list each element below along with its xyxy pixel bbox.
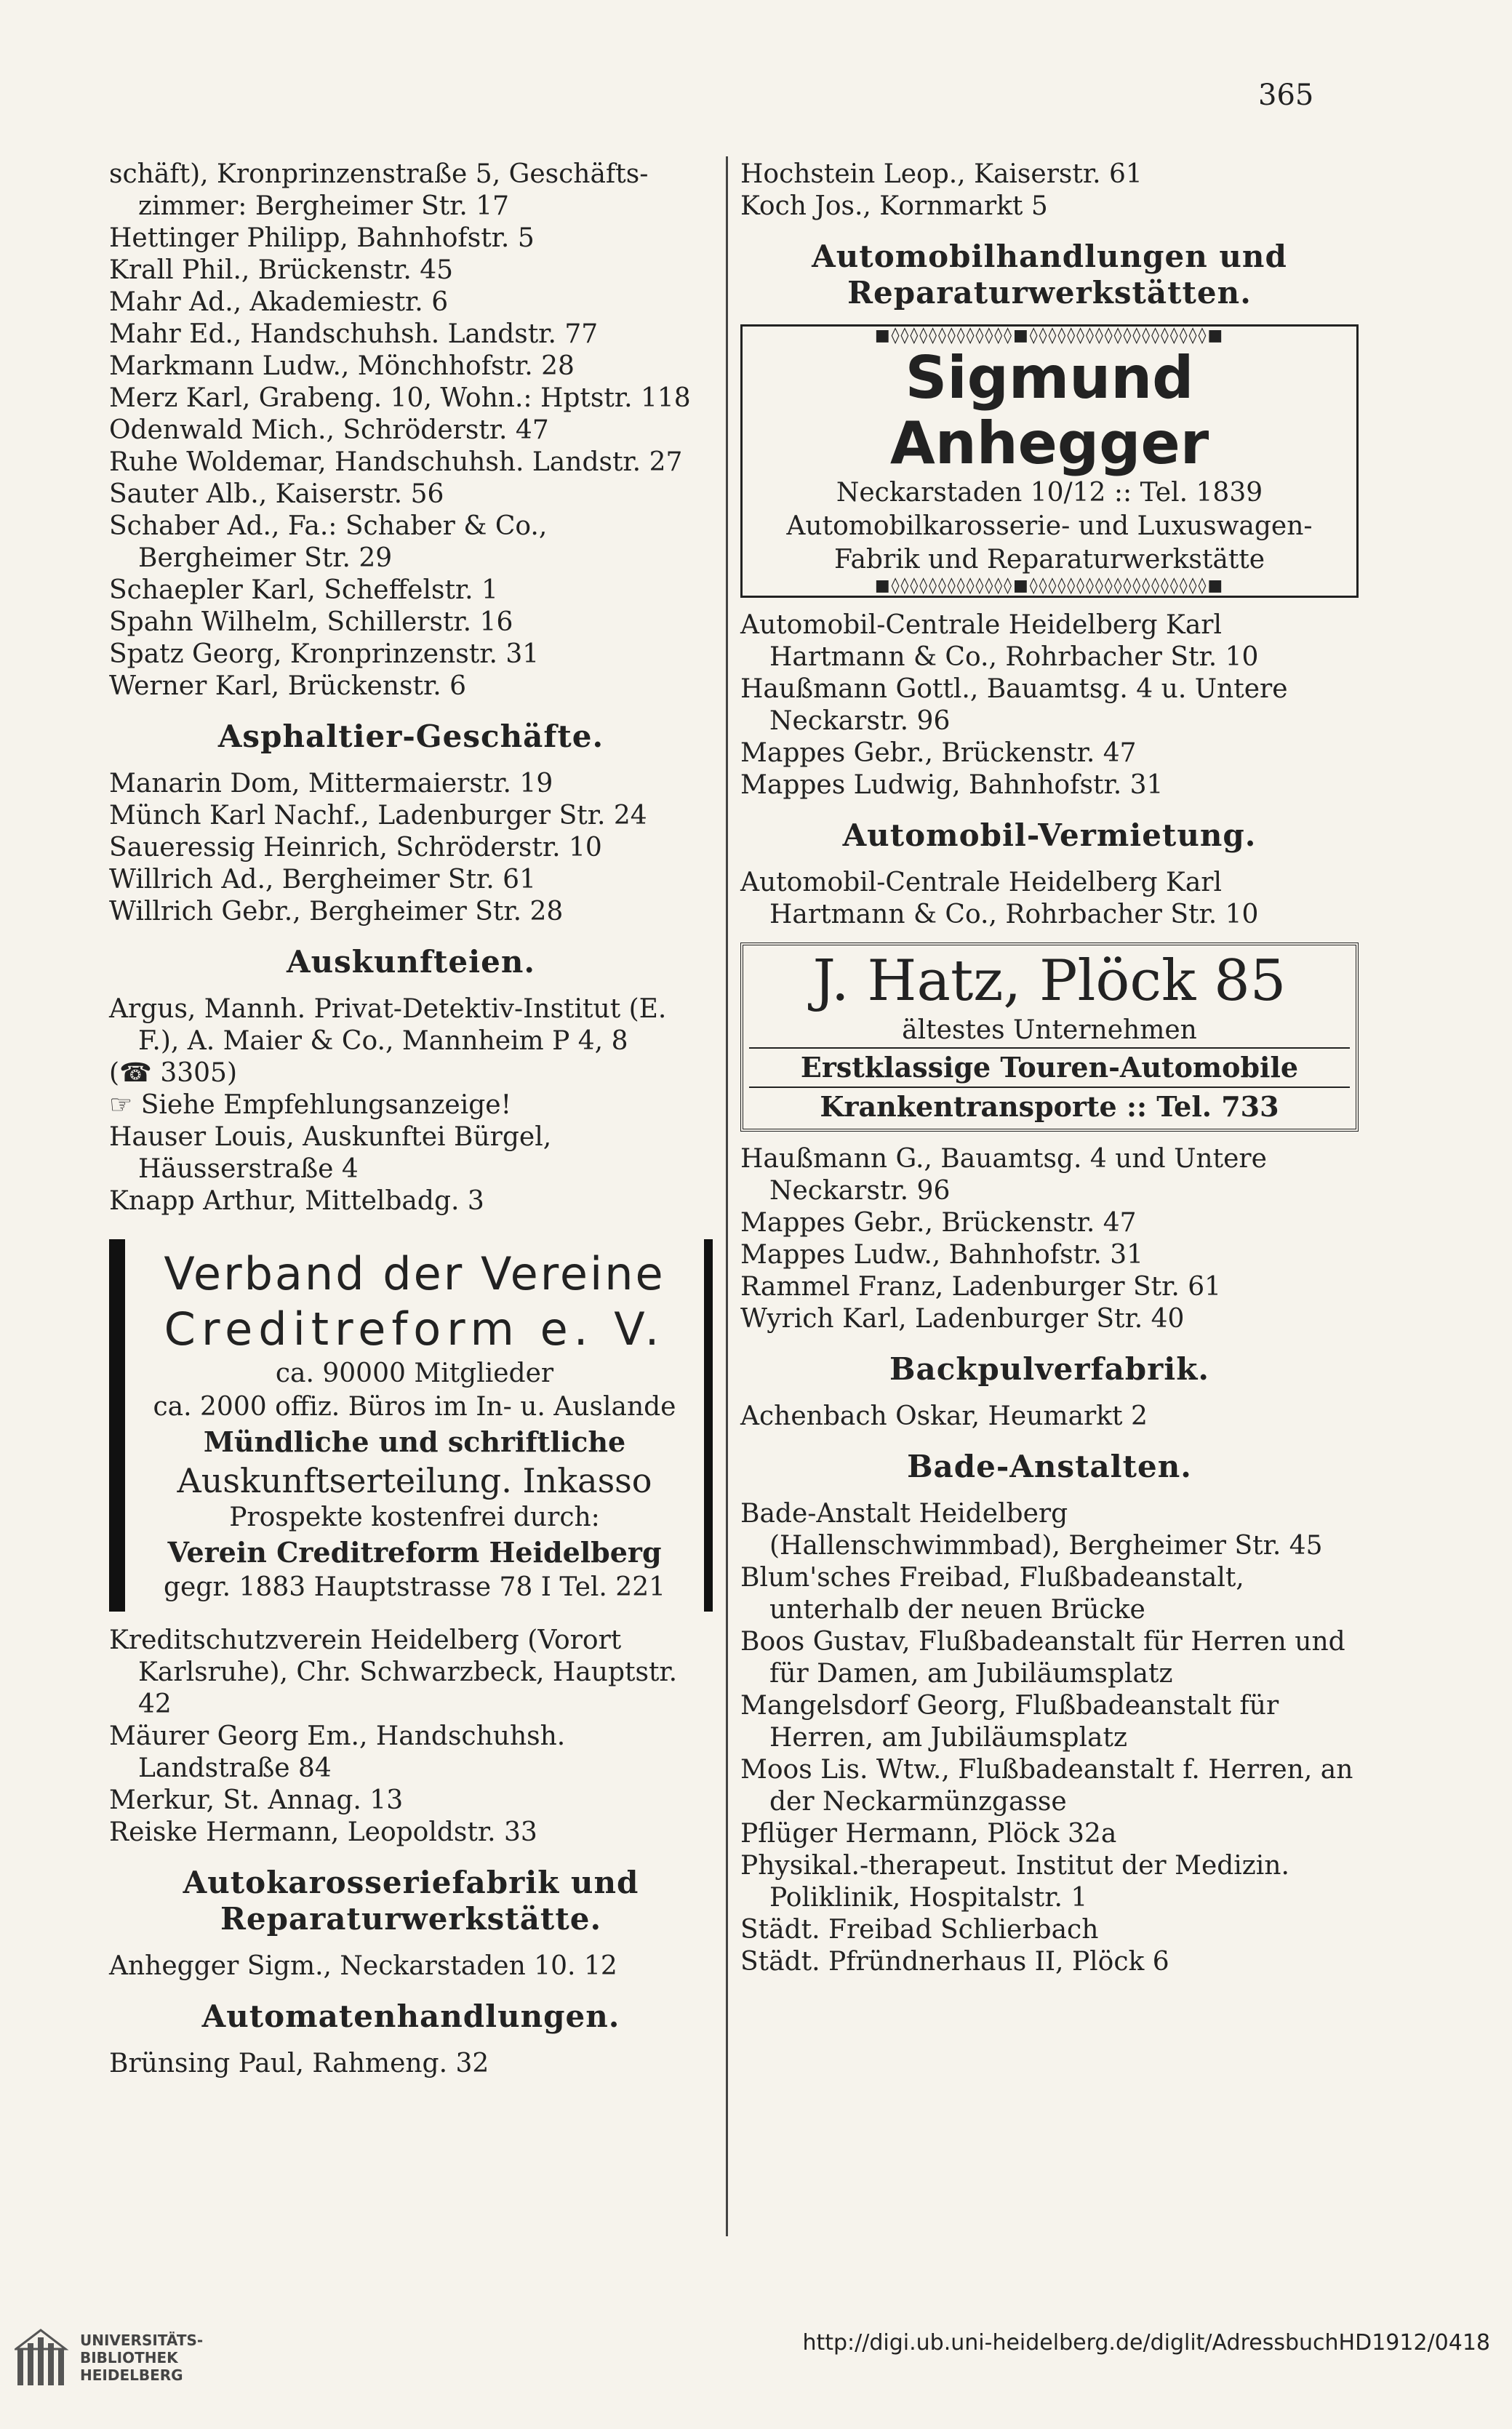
ad-creditreform-services: Auskunftserteilung. Inkasso — [177, 1461, 652, 1500]
column-divider — [726, 156, 728, 2236]
directory-entry: Hochstein Leop., Kaiserstr. 61 — [740, 159, 1143, 189]
directory-entry: Mappes Gebr., Brückenstr. 47 — [740, 1208, 1137, 1238]
directory-entry: Hettinger Philipp, Bahnhofstr. 5 — [109, 223, 535, 253]
right-block4 — [740, 1143, 1359, 1335]
directory-entry: Odenwald Mich., Schröderstr. 47 — [109, 415, 549, 445]
ad-anhegger-top-border: ■◊◊◊◊◊◊◊◊◊◊◊◊◊■◊◊◊◊◊◊◊◊◊◊◊◊◊◊◊◊◊◊◊■ — [874, 327, 1225, 345]
directory-entry: Bade-Anstalt Heidelberg (Hallenschwimmbad), Bergheimer Str. 45 — [740, 1499, 1323, 1561]
directory-entry: (☎ 3305) — [109, 1058, 237, 1088]
heading-asphaltier: Asphaltier-Geschäfte. — [217, 719, 604, 754]
right-block2 — [740, 609, 1359, 801]
directory-entry: Physikal.-therapeut. Institut der Medizin. Poliklinik, Hospitalstr. 1 — [740, 1851, 1289, 1913]
heading-automobilhandlungen: Automobilhandlungen und Reparaturwerkstätten. — [812, 239, 1287, 311]
ad-creditreform-members: ca. 90000 Mitglieder — [275, 1358, 554, 1388]
ad-creditreform-prospekte: Prospekte kostenfrei durch: — [229, 1502, 600, 1532]
logo-line-1: UNIVERSITÄTS- — [80, 2332, 204, 2349]
ad-anhegger-bottom-border: ■◊◊◊◊◊◊◊◊◊◊◊◊◊■◊◊◊◊◊◊◊◊◊◊◊◊◊◊◊◊◊◊◊■ — [874, 577, 1225, 595]
directory-entry: Schaepler Karl, Scheffelstr. 1 — [109, 575, 498, 605]
library-logo-text — [80, 2332, 203, 2384]
directory-entry: Mappes Ludw., Bahnhofstr. 31 — [740, 1240, 1144, 1270]
left-block1 — [109, 159, 713, 703]
directory-entry: Reiske Hermann, Leopoldstr. 33 — [109, 1817, 537, 1847]
right-column — [740, 159, 1359, 1978]
directory-entry: Ruhe Woldemar, Handschuhsh. Landstr. 27 — [109, 447, 683, 477]
right-block3 — [740, 867, 1359, 931]
left-block3 — [109, 993, 713, 1217]
directory-entry: Willrich Gebr., Bergheimer Str. 28 — [109, 897, 564, 927]
ad-hatz-line2: Erstklassige Touren-Automobile — [749, 1047, 1350, 1087]
ad-creditreform-offices: ca. 2000 offiz. Büros im In- u. Auslande — [153, 1392, 676, 1422]
ad-creditreform-verein: Verein Creditreform Heidelberg — [167, 1536, 662, 1569]
logo-line-2: BIBLIOTHEK — [80, 2349, 178, 2366]
directory-entry: Merz Karl, Grabeng. 10, Wohn.: Hptstr. 118 — [109, 383, 691, 413]
directory-entry: Anhegger Sigm., Neckarstaden 10. 12 — [109, 1951, 617, 1981]
ad-hatz-line3: Krankentransporte :: Tel. 733 — [749, 1087, 1350, 1126]
right-block1 — [740, 159, 1359, 223]
directory-entry: Merkur, St. Annag. 13 — [109, 1785, 404, 1815]
directory-entry: Spatz Georg, Kronprinzenstr. 31 — [109, 639, 540, 669]
right-block6 — [740, 1498, 1359, 1978]
directory-entry: Mappes Gebr., Brückenstr. 47 — [740, 738, 1137, 768]
right-block5 — [740, 1401, 1359, 1433]
directory-entry: Mappes Ludwig, Bahnhofstr. 31 — [740, 770, 1164, 800]
ad-creditreform — [109, 1239, 713, 1612]
ad-anhegger-line3: Fabrik und Reparaturwerkstätte — [833, 545, 1265, 575]
directory-entry: Spahn Wilhelm, Schillerstr. 16 — [109, 607, 513, 637]
footer-url-link[interactable]: http://digi.ub.uni-heidelberg.de/diglit/AdressbuchHD1912/0418 — [802, 2330, 1490, 2356]
left-block6 — [109, 2048, 713, 2080]
directory-entry: Schaber Ad., Fa.: Schaber & Co., Bergheimer Str. 29 — [109, 511, 548, 573]
heading-bade-anstalten: Bade-Anstalten. — [907, 1449, 1192, 1484]
heading-backpulver: Backpulverfabrik. — [889, 1351, 1209, 1387]
directory-entry: Achenbach Oskar, Heumarkt 2 — [740, 1401, 1148, 1431]
directory-entry: Markmann Ludw., Mönchhofstr. 28 — [109, 351, 575, 381]
library-logo-icon — [15, 2327, 73, 2393]
logo-line-3: HEIDELBERG — [80, 2366, 183, 2384]
directory-entry: Krall Phil., Brückenstr. 45 — [109, 255, 454, 285]
directory-entry: Münch Karl Nachf., Ladenburger Str. 24 — [109, 801, 647, 831]
heading-automaten: Automatenhandlungen. — [201, 1998, 620, 2034]
ad-hatz — [740, 943, 1359, 1132]
directory-entry: Automobil-Centrale Heidelberg Karl Hartmann & Co., Rohrbacher Str. 10 — [740, 868, 1259, 929]
left-block4 — [109, 1625, 713, 1849]
directory-entry: Brünsing Paul, Rahmeng. 32 — [109, 2049, 489, 2078]
directory-entry: Sauter Alb., Kaiserstr. 56 — [109, 479, 444, 509]
ad-creditreform-address: gegr. 1883 Hauptstrasse 78 I Tel. 221 — [163, 1572, 665, 1602]
left-block5 — [109, 1950, 713, 1982]
directory-entry: Städt. Pfründnerhaus II, Plöck 6 — [740, 1947, 1169, 1977]
footer — [0, 2305, 1512, 2429]
heading-autokarosserie: Autokarosseriefabrik und Reparaturwerkstätte. — [183, 1865, 639, 1937]
directory-entry: Manarin Dom, Mittermaierstr. 19 — [109, 769, 553, 799]
directory-entry: Pflüger Hermann, Plöck 32a — [740, 1819, 1117, 1849]
heading-auskunfteien: Auskunfteien. — [287, 944, 535, 980]
ad-anhegger-line2: Automobilkarosserie- und Luxuswagen- — [786, 511, 1313, 541]
directory-entry: Koch Jos., Kornmarkt 5 — [740, 191, 1048, 221]
directory-entry: Kreditschutzverein Heidelberg (Vorort Karlsruhe), Chr. Schwarzbeck, Hauptstr. 42 — [109, 1625, 678, 1719]
directory-entry: Boos Gustav, Flußbadeanstalt für Herren und für Damen, am Jubiläumsplatz — [740, 1627, 1345, 1689]
directory-entry: Rammel Franz, Ladenburger Str. 61 — [740, 1272, 1222, 1302]
ad-anhegger — [740, 324, 1359, 598]
directory-entry: Moos Lis. Wtw., Flußbadeanstalt f. Herren, an der Neckarmünzgasse — [740, 1755, 1353, 1817]
directory-entry: Mangelsdorf Georg, Flußbadeanstalt für Herren, am Jubiläumsplatz — [740, 1691, 1279, 1753]
directory-entry: Haußmann Gottl., Bauamtsg. 4 u. Untere Neckarstr. 96 — [740, 674, 1288, 736]
left-column — [109, 159, 713, 2080]
ad-hatz-title: J. Hatz, Plöck 85 — [812, 948, 1287, 1014]
directory-entry: schäft), Kronprinzenstraße 5, Geschäfts-zimmer: Bergheimer Str. 17 — [109, 159, 649, 221]
directory-entry: Wyrich Karl, Ladenburger Str. 40 — [740, 1304, 1185, 1334]
heading-vermietung: Automobil-Vermietung. — [842, 817, 1257, 853]
directory-entry: Mahr Ad., Akademiestr. 6 — [109, 287, 449, 317]
directory-entry: ☞ Siehe Empfehlungsanzeige! — [109, 1090, 512, 1120]
directory-entry: Haußmann G., Bauamtsg. 4 und Untere Neckarstr. 96 — [740, 1144, 1267, 1206]
directory-entry: Knapp Arthur, Mittelbadg. 3 — [109, 1186, 484, 1216]
directory-entry: Blum'sches Freibad, Flußbadeanstalt, unterhalb der neuen Brücke — [740, 1563, 1244, 1625]
page-number: 365 — [1258, 79, 1314, 112]
ad-anhegger-address: Neckarstaden 10/12 :: Tel. 1839 — [836, 478, 1263, 508]
left-block2 — [109, 768, 713, 928]
ad-anhegger-title: Sigmund Anhegger — [889, 344, 1209, 477]
directory-entry: Automobil-Centrale Heidelberg Karl Hartmann & Co., Rohrbacher Str. 10 — [740, 610, 1259, 672]
directory-entry: Saueressig Heinrich, Schröderstr. 10 — [109, 833, 602, 863]
directory-entry: Werner Karl, Brückenstr. 6 — [109, 671, 466, 701]
directory-entry: Argus, Mannh. Privat-Detektiv-Institut (E. F.), A. Maier & Co., Mannheim P 4, 8 — [109, 994, 667, 1056]
ad-hatz-line1: ältestes Unternehmen — [902, 1015, 1197, 1045]
directory-entry: Mahr Ed., Handschuhsh. Landstr. 77 — [109, 319, 599, 349]
directory-entry: Städt. Freibad Schlierbach — [740, 1915, 1099, 1945]
ad-creditreform-title2: Creditreform e. V. — [164, 1302, 665, 1356]
directory-entry: Mäurer Georg Em., Handschuhsh. Landstraße 84 — [109, 1721, 566, 1783]
ad-creditreform-title1: Verband der Vereine — [164, 1247, 665, 1300]
directory-entry: Hauser Louis, Auskunftei Bürgel, Häusserstraße 4 — [109, 1122, 552, 1184]
ad-creditreform-subhead: Mündliche und schriftliche — [203, 1425, 626, 1458]
directory-entry: Willrich Ad., Bergheimer Str. 61 — [109, 865, 536, 895]
